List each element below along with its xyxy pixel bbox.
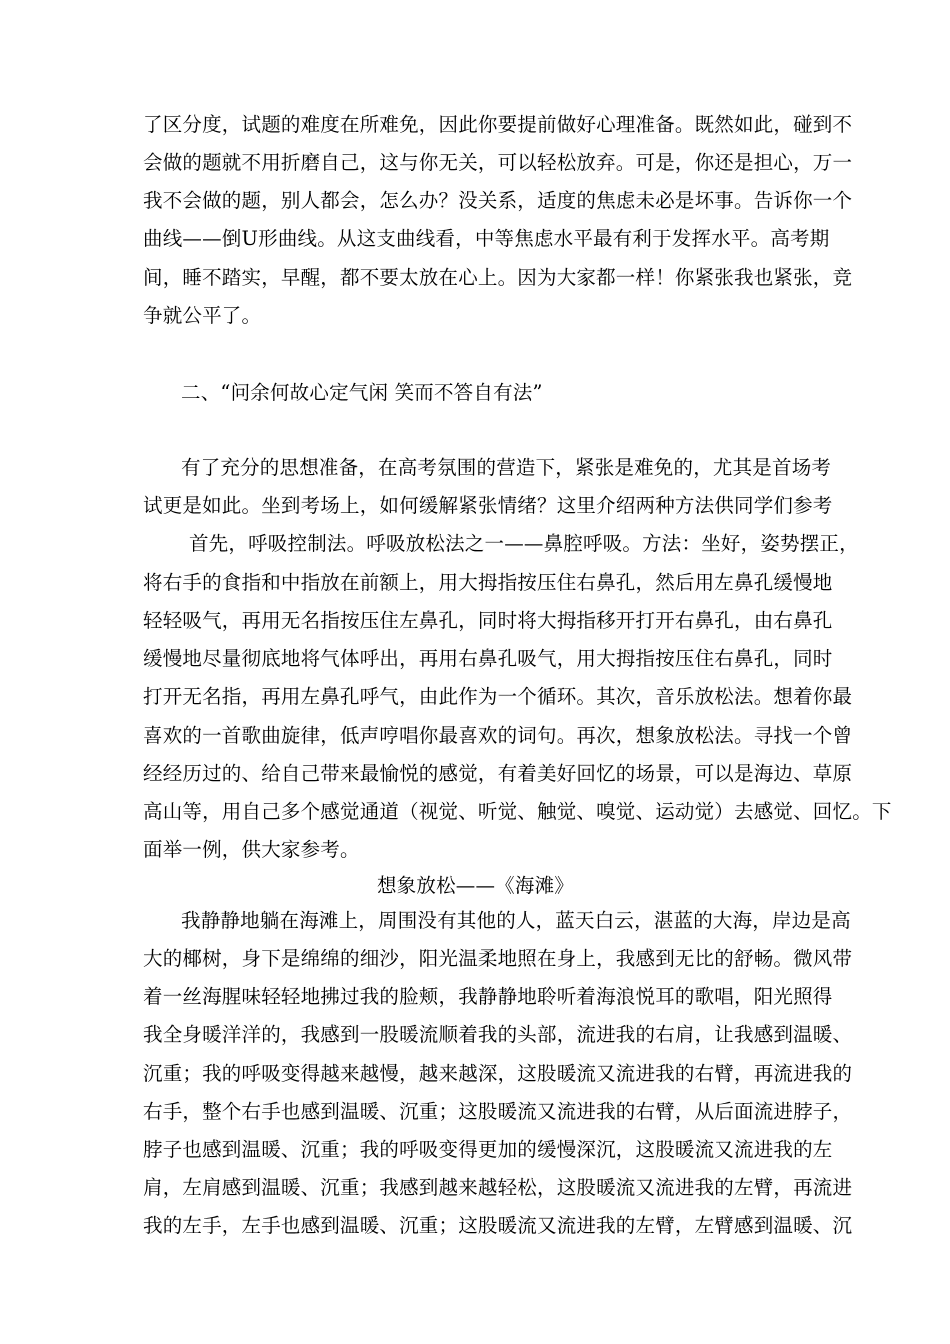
paragraph-3-line-6: 喜欢的一首歌曲旋律，低声哼唱你最喜欢的词句。再次，想象放松法。寻找一个曾 bbox=[143, 724, 853, 747]
paragraph-3-line-3: 轻轻吸气，再用无名指按压住左鼻孔，同时将大拇指移开打开右鼻孔，由右鼻孔 bbox=[143, 609, 833, 632]
paragraph-4-line-1: 我静静地躺在海滩上，周围没有其他的人，蓝天白云，湛蓝的大海，岸边是高 bbox=[181, 909, 851, 932]
paragraph-3-line-2: 将右手的食指和中指放在前额上，用大拇指按压住右鼻孔，然后用左鼻孔缓慢地 bbox=[143, 571, 833, 594]
paragraph-4-line-9: 我的左手，左手也感到温暖、沉重；这股暖流又流进我的左臂，左臂感到温暖、沉 bbox=[143, 1214, 853, 1237]
section-heading: 二、“问余何故心定气闲 笑而不答自有法” bbox=[181, 381, 543, 404]
paragraph-4-line-7: 脖子也感到温暖、沉重；我的呼吸变得更加的缓慢深沉，这股暖流又流进我的左 bbox=[143, 1138, 833, 1161]
paragraph-3-line-9: 面举一例，供大家参考。 bbox=[143, 838, 360, 861]
paragraph-3-line-8: 高山等，用自己多个感觉通道（视觉、听觉、触觉、嗅觉、运动觉）去感觉、回忆。下 bbox=[143, 800, 892, 823]
paragraph-1-line-1: 了区分度，试题的难度在所难免，因此你要提前做好心理准备。既然如此，碰到不 bbox=[143, 113, 853, 136]
paragraph-1-line-4: 曲线——倒U形曲线。从这支曲线看，中等焦虑水平最有利于发挥水平。高考期 bbox=[143, 227, 830, 250]
paragraph-4-line-5: 沉重；我的呼吸变得越来越慢，越来越深，这股暖流又流进我的右臂，再流进我的 bbox=[143, 1062, 853, 1085]
subtitle: 想象放松——《海滩》 bbox=[376, 874, 574, 897]
paragraph-3-line-5: 打开无名指，再用左鼻孔呼气，由此作为一个循环。其次，音乐放松法。想着你最 bbox=[143, 685, 853, 708]
paragraph-2-line-1: 有了充分的思想准备，在高考氛围的营造下，紧张是难免的，尤其是首场考 bbox=[181, 456, 832, 479]
paragraph-4-line-8: 肩，左肩感到温暖、沉重；我感到越来越轻松，这股暖流又流进我的左臂，再流进 bbox=[143, 1176, 853, 1199]
paragraph-1-line-3: 我不会做的题，别人都会，怎么办？没关系，适度的焦虑未必是坏事。告诉你一个 bbox=[143, 189, 853, 212]
paragraph-4-line-6: 右手，整个右手也感到温暖、沉重；这股暖流又流进我的右臂，从后面流进脖子， bbox=[143, 1100, 853, 1123]
paragraph-1-line-2: 会做的题就不用折磨自己，这与你无关，可以轻松放弃。可是，你还是担心，万一 bbox=[143, 151, 853, 174]
paragraph-4-line-2: 大的椰树，身下是绵绵的细沙，阳光温柔地照在身上，我感到无比的舒畅。微风带 bbox=[143, 947, 853, 970]
paragraph-4-line-4: 我全身暖洋洋的，我感到一股暖流顺着我的头部，流进我的右肩，让我感到温暖、 bbox=[143, 1023, 853, 1046]
paragraph-1-line-5: 间，睡不踏实，早醒，都不要太放在心上。因为大家都一样！你紧张我也紧张，竞 bbox=[143, 266, 853, 289]
paragraph-1-line-6: 争就公平了。 bbox=[143, 304, 262, 327]
paragraph-3-line-1: 首先，呼吸控制法。呼吸放松法之一——鼻腔呼吸。方法：坐好，姿势摆正， bbox=[189, 532, 859, 555]
paragraph-3-line-4: 缓慢地尽量彻底地将气体呼出，再用右鼻孔吸气，用大拇指按压住右鼻孔，同时 bbox=[143, 647, 833, 670]
paragraph-2-line-2: 试更是如此。坐到考场上，如何缓解紧张情绪？这里介绍两种方法供同学们参考 bbox=[143, 494, 833, 517]
paragraph-4-line-3: 着一丝海腥味轻轻地拂过我的脸颊，我静静地聆听着海浪悦耳的歌唱，阳光照得 bbox=[143, 985, 833, 1008]
paragraph-3-line-7: 经经历过的、给自己带来最愉悦的感觉，有着美好回忆的场景，可以是海边、草原 bbox=[143, 762, 853, 785]
